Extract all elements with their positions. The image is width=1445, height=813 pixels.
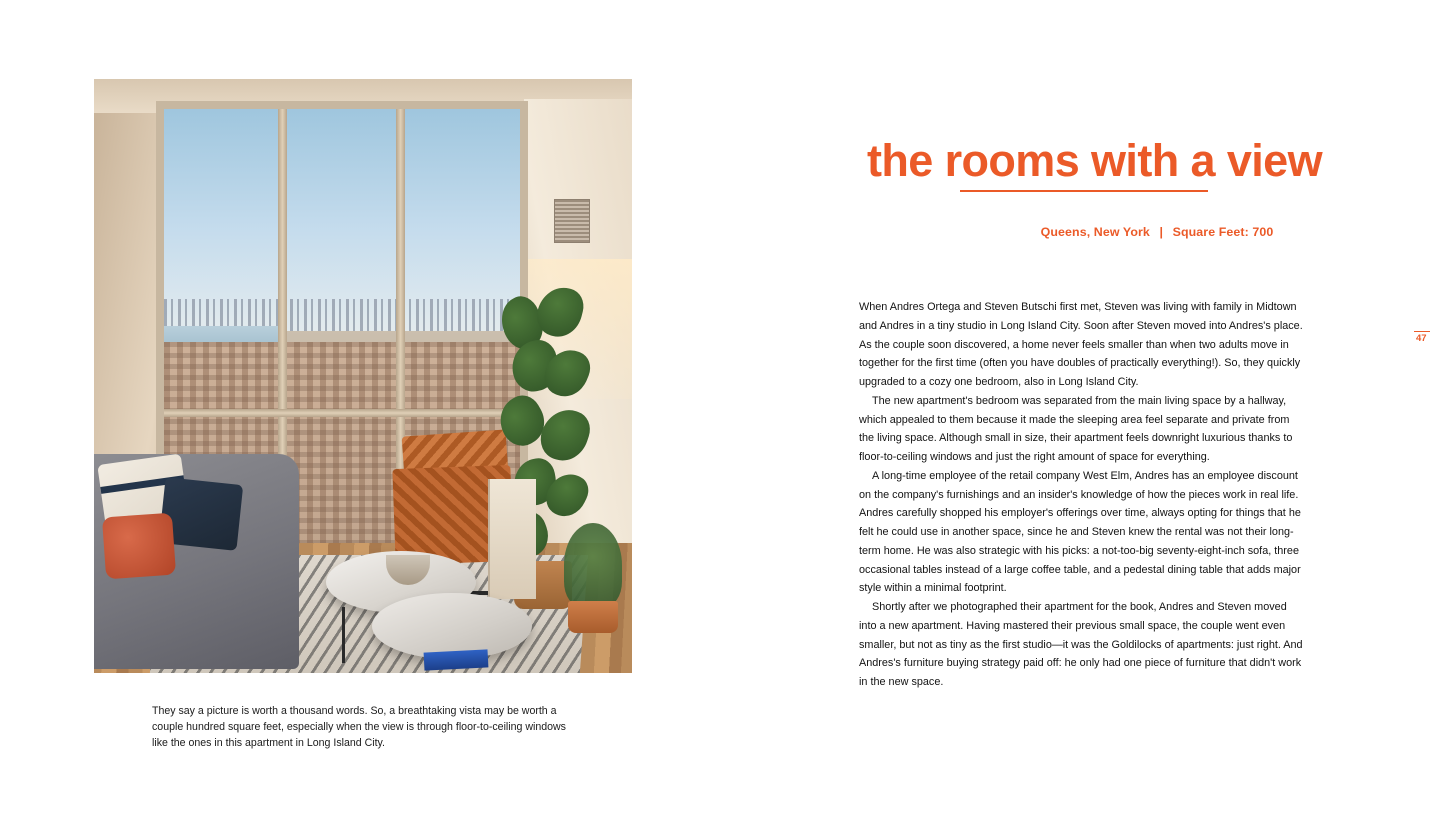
photo-marble-table-front [372,593,532,659]
page-title: the rooms with a view [867,135,1323,187]
meta-location: Queens, New York [1040,225,1150,239]
page-number: 47 [1416,333,1427,344]
photo-blue-book [424,649,489,670]
title-divider [960,190,1208,192]
property-meta [867,225,1445,239]
photo-window-mullion [164,409,520,417]
photo-sky [164,109,520,331]
meta-square-feet: Square Feet: 700 [1172,225,1274,239]
photo-small-plant-pot [568,601,618,633]
left-page [0,0,722,813]
apartment-living-room-photo [94,79,632,673]
meta-separator: | [1159,225,1164,239]
right-page [722,0,1445,813]
body-paragraph: A long-time employee of the retail company West Elm, Andres has an employee discount on the company's furnishings and an insider's knowledge of how the pieces work in real life. Andres carefully shopped his employer's offerings over time, always opting for things that he felt he could use in another space, since he and Steven knew the rental was not their long-term home. He was also strategic with his picks: a not-too-big seventy-eight-inch sofa, three occasional tables instead of a large coffee table, and a pedestal dining table that adds major style within a minimal footprint. [859,469,1301,595]
body-paragraph: When Andres Ortega and Steven Butschi first met, Steven was living with family in Midtown and Andres in a tiny studio in Long Island City. Soon after Steven moved into Andres's place. As the couple soon discovered, a home never feels smaller than when two adults move in together for the first time (often you have doubles of practically everything!). So, they quickly upgraded to a cozy one bedroom, also in Long Island City. [859,301,1303,388]
photo-side-cabinet [488,479,536,599]
photo-small-plant [564,523,622,607]
folio-divider [1414,331,1430,332]
body-paragraph: The new apartment's bedroom was separated from the main living space by a hallway, which appealed to them because it made the sleeping area feel separate and private from the living space. Although small in size, their apartment feels downright luxurious thanks to floor-to-ceiling windows and just the right amount of space for everything. [859,394,1293,463]
body-paragraph: Shortly after we photographed their apartment for the book, Andres and Steven moved into a new apartment. Having mastered their previous small space, the couple went even smaller, but not as tiny as the first studio—it was the Goldilocks of apartments: just right. And Andres's furniture buying strategy paid off: he only had one piece of furniture that didn't work in the new space. [859,601,1303,688]
photo-caption: They say a picture is worth a thousand words. So, a breathtaking vista may be worth a couple hundred square feet, especially when the view is through floor-to-ceiling windows like the ones in this apartment in Long Island City. [152,705,566,750]
photo-pillow-rust [102,513,176,580]
photo-artwork [94,79,632,673]
body-copy [859,298,1307,692]
photo-wall-vent [554,199,590,243]
